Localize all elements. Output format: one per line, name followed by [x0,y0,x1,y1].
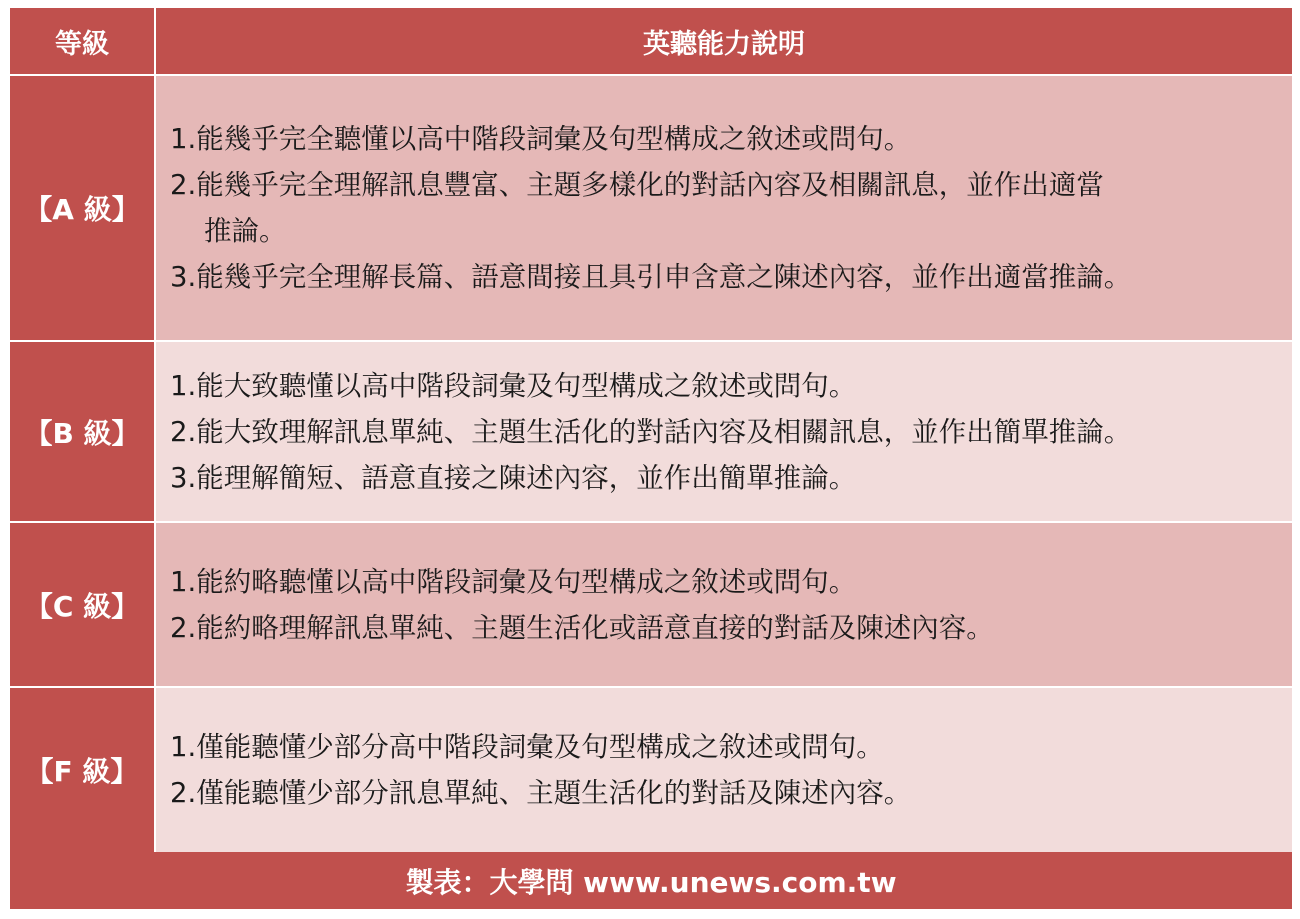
table-row-b [10,342,1292,523]
description-line: 3.能理解簡短、語意直接之陳述內容，並作出簡單推論。 [170,461,857,494]
description-cell [156,523,1292,686]
description-cell [156,342,1292,521]
description-cell [156,76,1292,340]
description-line: 1.能大致聽懂以高中階段詞彙及句型構成之敘述或問句。 [170,369,857,402]
table-row-c [10,523,1292,688]
description-line: 推論。 [204,215,287,247]
description-line: 3.能幾乎完全理解長篇、語意間接且具引申含意之陳述內容，並作出適當推論。 [170,261,1132,293]
description-line: 2.能約略理解訊息單純、主題生活化或語意直接的對話及陳述內容。 [170,611,994,644]
source-footer: 製表：大學問 www.unews.com.tw [10,852,1292,909]
grade-cell: 【F 級】 [10,688,156,852]
grade-cell: 【B 級】 [10,342,156,521]
description-line: 2.能大致理解訊息單純、主題生活化的對話內容及相關訊息，並作出簡單推論。 [170,415,1132,448]
table-row-a [10,76,1292,342]
header-description-cell: 英聽能力說明 [643,28,805,60]
description-line: 1.僅能聽懂少部分高中階段詞彙及句型構成之敘述或問句。 [170,731,884,763]
description-line: 1.能幾乎完全聽懂以高中階段詞彙及句型構成之敘述或問句。 [170,123,912,155]
table-header-row [10,8,1292,76]
description-line: 1.能約略聽懂以高中階段詞彙及句型構成之敘述或問句。 [170,565,857,598]
description-cell [156,688,1292,852]
grade-table [10,8,1292,852]
description-line: 2.僅能聽懂少部分訊息單純、主題生活化的對話及陳述內容。 [170,777,912,809]
grade-cell: 【C 級】 [10,523,156,686]
description-line: 2.能幾乎完全理解訊息豐富、主題多樣化的對話內容及相關訊息，並作出適當 [170,169,1104,201]
grade-cell: 【A 級】 [10,76,156,340]
header-grade-cell: 等級 [10,8,156,74]
table-row-f [10,688,1292,852]
